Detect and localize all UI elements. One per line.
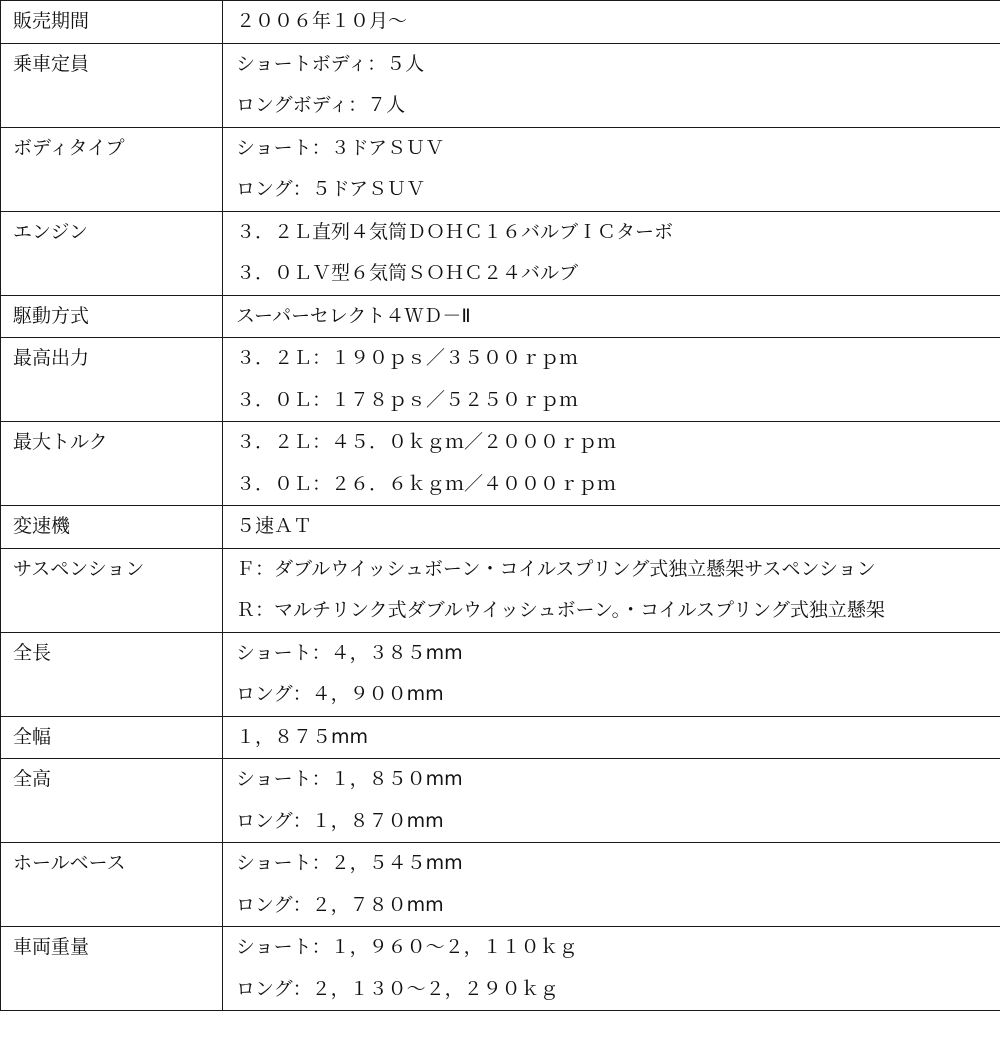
spec-value-cell <box>223 43 1000 127</box>
spec-label-cell <box>1 43 223 127</box>
spec-label: ホールベース <box>13 852 126 874</box>
spec-label-cell <box>1 759 223 843</box>
spec-label-cell <box>1 716 223 759</box>
spec-label-cell <box>1 211 223 295</box>
spec-value: １，８７５mm <box>236 725 369 748</box>
spec-value: ショート：４，３８５mm <box>236 641 463 664</box>
spec-value-cell <box>223 295 1000 338</box>
table-row <box>1 338 1000 422</box>
spec-value: ３．０Ｌ：１７８ｐｓ／５２５０ｒｐｍ <box>236 388 579 411</box>
spec-label: 販売期間 <box>13 10 90 32</box>
spec-label-cell <box>1 843 223 927</box>
spec-label: エンジン <box>13 220 89 243</box>
spec-value: ショートボディ：５人 <box>236 52 425 75</box>
spec-value-cell <box>223 1 1000 44</box>
spec-value-cell <box>223 632 1000 716</box>
table-row <box>1 295 1000 338</box>
table-row <box>1 927 1000 1011</box>
spec-value-cell <box>223 548 1000 632</box>
spec-value-cell <box>223 127 1000 211</box>
spec-value: ３．２Ｌ：１９０ｐｓ／３５００ｒｐｍ <box>236 347 579 369</box>
spec-value: ロング：４，９００mm <box>236 683 444 705</box>
spec-value: ロング：１，８７０mm <box>236 809 444 832</box>
spec-value: ３．２Ｌ：４５．０ｋｇｍ／２０００ｒｐｍ <box>236 431 617 453</box>
spec-label: 全高 <box>13 768 52 790</box>
spec-label: 最高出力 <box>13 347 90 369</box>
spec-value: ロング：２，７８０mm <box>236 893 444 916</box>
spec-value: ショート：１，９６０～２，１１０ｋｇ <box>236 936 578 958</box>
spec-label-cell <box>1 295 223 338</box>
spec-label: 乗車定員 <box>13 52 90 75</box>
table-row <box>1 759 1000 843</box>
spec-label: 全幅 <box>13 725 52 748</box>
spec-value-cell <box>223 506 1000 549</box>
spec-label-cell <box>1 548 223 632</box>
table-row <box>1 843 1000 927</box>
spec-value-cell <box>223 759 1000 843</box>
spec-value-cell <box>223 716 1000 759</box>
table-row <box>1 43 1000 127</box>
table-row <box>1 422 1000 506</box>
table-row <box>1 632 1000 716</box>
table-row <box>1 506 1000 549</box>
table-row <box>1 127 1000 211</box>
spec-value: ショート：１，８５０mm <box>236 768 463 790</box>
spec-value: Ｆ：ダブルウイッシュボーン・コイルスプリング式独立懸架サスペンション <box>236 557 876 580</box>
spec-value: ３．０Ｌ：２６．６ｋｇｍ／４０００ｒｐｍ <box>236 472 617 495</box>
spec-label-cell <box>1 422 223 506</box>
spec-value: ロング：５ドアＳＵＶ <box>236 178 426 200</box>
spec-label-cell <box>1 632 223 716</box>
spec-label-cell <box>1 127 223 211</box>
spec-value: ２００６年１０月～ <box>236 10 408 32</box>
spec-value-cell <box>223 211 1000 295</box>
spec-value: ５速ＡＴ <box>236 515 313 537</box>
spec-value: Ｒ：マルチリンク式ダブルウイッシュボーン。・コイルスプリング式独立懸架 <box>236 599 885 621</box>
spec-label: 最大トルク <box>13 431 108 453</box>
spec-value: ショート：２，５４５mm <box>236 852 463 874</box>
spec-value-cell <box>223 422 1000 506</box>
spec-label: 変速機 <box>13 515 71 537</box>
spec-value: ロング：２，１３０～２，２９０ｋｇ <box>236 977 559 1000</box>
spec-value-cell <box>223 843 1000 927</box>
spec-label: 車両重量 <box>13 936 90 958</box>
table-row <box>1 716 1000 759</box>
spec-value: スーパーセレクト４ＷＤ－Ⅱ <box>236 304 471 327</box>
spec-label: サスペンション <box>13 557 145 580</box>
spec-value: ３．０ＬＶ型６気筒ＳＯＨＣ２４バルブ <box>236 262 579 284</box>
spec-label-cell <box>1 927 223 1011</box>
spec-value: ３．２Ｌ直列４気筒ＤＯＨＣ１６バルブＩＣターボ <box>236 220 674 243</box>
table-row <box>1 548 1000 632</box>
spec-value: ショート：３ドアＳＵＶ <box>236 136 445 159</box>
spec-value-cell <box>223 927 1000 1011</box>
spec-value-cell <box>223 338 1000 422</box>
spec-value: ロングボディ：７人 <box>236 94 406 116</box>
spec-label: ボディタイプ <box>13 136 125 159</box>
spec-table-body <box>1 1 1000 1011</box>
spec-label-cell <box>1 338 223 422</box>
spec-label: 駆動方式 <box>13 304 90 327</box>
spec-label-cell <box>1 1 223 44</box>
spec-label: 全長 <box>13 641 52 664</box>
table-row <box>1 1 1000 44</box>
table-row <box>1 211 1000 295</box>
spec-label-cell <box>1 506 223 549</box>
